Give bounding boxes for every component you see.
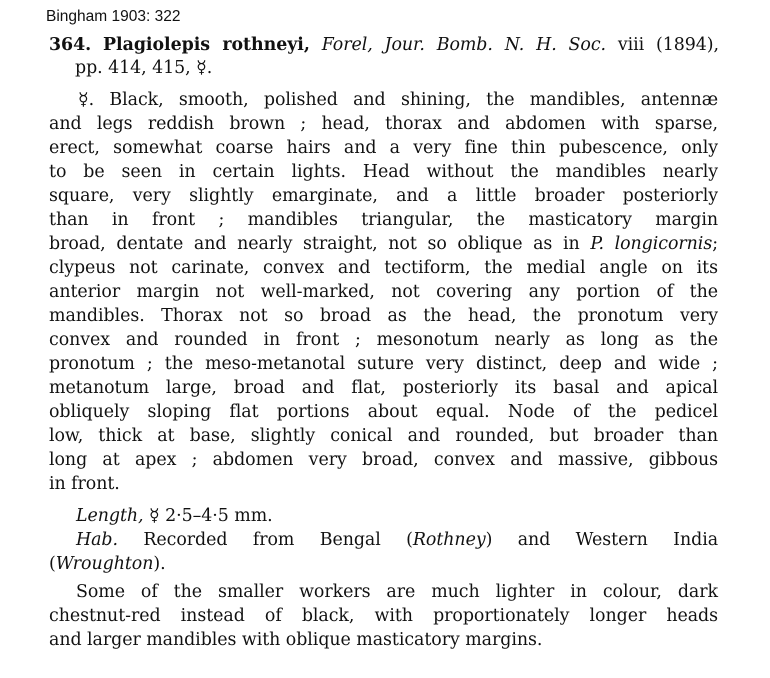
text-line: low, thick at base, slightly conical and rounded, but broader than <box>49 426 718 446</box>
text-line: metanotum large, broad and flat, posteriorly its basal and apical <box>49 378 718 398</box>
text-line: convex and rounded in front ; mesonotum nearly as long as the <box>49 330 718 350</box>
collector-name: Wroughton <box>55 554 154 574</box>
text-line: pronotum ; the meso-metanotal suture very distinct, deep and wide ; <box>49 354 718 374</box>
author-reference: Forel, Jour. Bomb. N. H. Soc. <box>321 35 606 55</box>
habitat-label: Hab. <box>76 530 118 550</box>
text-line: mandibles. Thorax not so broad as the head, the pronotum very <box>49 306 718 326</box>
text-fragment: ). <box>153 554 166 574</box>
species-name: Plagiolepis rothneyi, <box>103 35 310 55</box>
text-line: than in front ; mandibles triangular, the masticatory margin <box>49 210 718 230</box>
page-reference: pp. 414, 415, ☿. <box>75 58 213 78</box>
text-line: ☿. Black, smooth, polished and shining, the mandibles, antennæ <box>78 90 718 110</box>
text-fragment: ; <box>712 234 719 254</box>
habitat-line <box>76 528 718 552</box>
text-line: anterior margin not well-marked, not covering any portion of the <box>49 282 718 302</box>
text-fragment: broad, dentate and nearly straight, not so oblique as in <box>49 234 580 254</box>
habitat-line <box>49 552 166 576</box>
length-line <box>76 504 273 528</box>
volume-year: viii (1894), <box>617 35 720 55</box>
text-fragment: Recorded from Bengal ( <box>143 530 413 550</box>
text-line: erect, somewhat coarse hairs and a very fine thin pubescence, only <box>49 138 718 158</box>
text-fragment: ) and Western India <box>485 530 719 550</box>
species-number: 364. <box>49 35 92 55</box>
text-line: and legs reddish brown ; head, thorax and abdomen with sparse, <box>49 114 718 134</box>
text-line <box>49 232 718 256</box>
text-line: Some of the smaller workers are much lighter in colour, dark <box>76 582 718 602</box>
length-label: Length, <box>76 506 144 526</box>
text-line: square, very slightly emarginate, and a little broader posteriorly <box>49 186 718 206</box>
text-fragment: ( <box>49 554 56 574</box>
source-label: Bingham 1903: 322 <box>46 8 181 25</box>
collector-name: Rothney <box>412 530 486 550</box>
text-line: in front. <box>49 474 120 494</box>
text-line: and larger mandibles with oblique masticatory margins. <box>49 630 543 650</box>
species-reference: P. longicornis <box>590 234 713 254</box>
length-value: ☿ 2·5–4·5 mm. <box>149 506 273 526</box>
heading-line-1 <box>49 33 719 57</box>
text-line: obliquely sloping flat portions about equal. Node of the pedicel <box>49 402 718 422</box>
text-line: long at apex ; abdomen very broad, convex and massive, gibbous <box>49 450 718 470</box>
text-line: to be seen in certain lights. Head without the mandibles nearly <box>49 162 718 182</box>
text-line: clypeus not carinate, convex and tectiform, the medial angle on its <box>49 258 718 278</box>
text-line: chestnut-red instead of black, with proportionately longer heads <box>49 606 718 626</box>
